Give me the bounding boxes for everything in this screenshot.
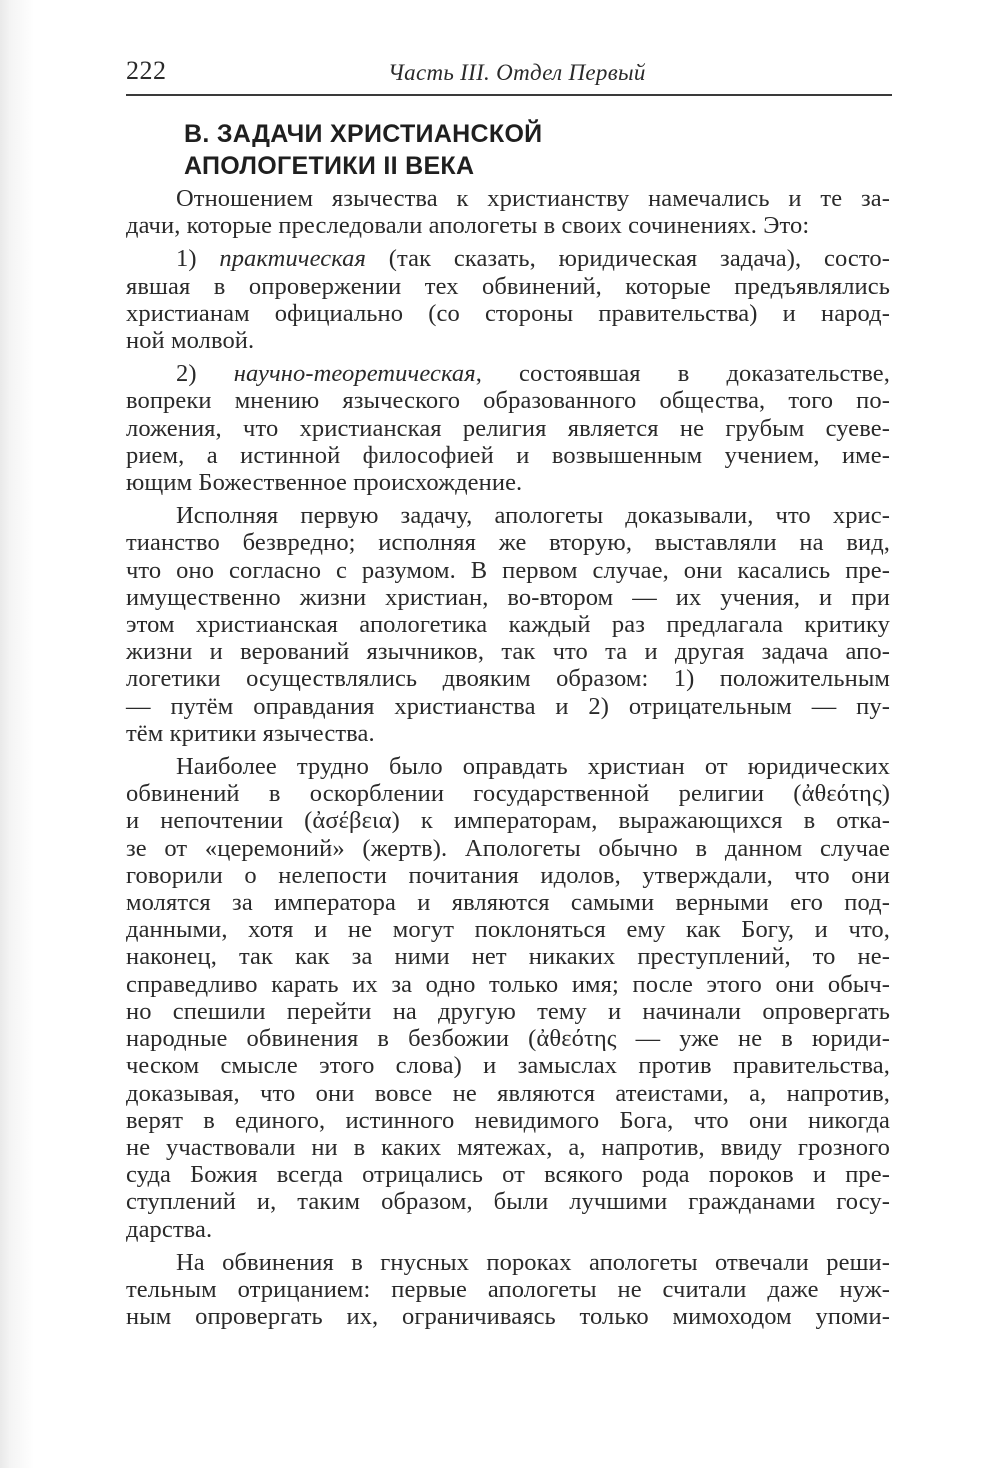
text-line: верят в единого, истинного невидимого Бога, что они никогда: [126, 1106, 890, 1134]
text-line: что оно согласно с разумом. В первом случае, они касались пре-: [126, 556, 890, 584]
paragraph-theoretical-task: [126, 360, 890, 496]
text-line: и непочтении (ἀσέβεια) к императорам, выражающихся в отка-: [126, 807, 890, 835]
text-line: зе от «церемоний» (жертв). Апологеты обычно в данном случае: [126, 834, 890, 862]
page-number: 222: [126, 56, 167, 85]
text-line: этом христианская апологетика каждый раз предлагала критику: [126, 611, 890, 639]
text-line: но спешили перейти на другую тему и начинали опровергать: [126, 997, 890, 1025]
text-line: говорили о нелепости почитания идолов, утверждали, что они: [126, 861, 890, 889]
paragraph-juridical-charges: [126, 753, 890, 1243]
text-line: — путём оправдания христианства и 2) отрицательным — пу-: [126, 692, 890, 720]
text-line: ющим Божественное происхождение.: [126, 469, 523, 497]
text-line: Наиболее трудно было оправдать христиан от юридических: [176, 753, 890, 781]
text-line: логетики осуществлялись двояким образом: 1) положительным: [126, 665, 890, 693]
text-line: [126, 360, 890, 387]
section-heading-line-2: АПОЛОГЕТИКИ II ВЕКА: [184, 152, 475, 180]
text-line: наконец, так как за ними нет никаких преступлений, то не-: [126, 943, 890, 971]
body-text: [126, 185, 890, 1336]
text-line: тианство безвредно; исполняя же вторую, выставляли на вид,: [126, 529, 890, 557]
list-marker: 1): [176, 245, 220, 273]
text-line: не участвовали ни в каких мятежах, а, напротив, ввиду грозного: [126, 1133, 890, 1161]
text-line: дарства.: [126, 1215, 213, 1243]
running-head: [126, 50, 892, 96]
text-line: ложения, что христианская религия является не грубым суеве-: [126, 414, 890, 442]
text-line: явшая в опровержении тех обвинений, которые предъявлялись: [126, 272, 890, 300]
text-line: [126, 245, 890, 272]
text-line: данными, хотя и не могут поклоняться ему как Богу, и что,: [126, 916, 890, 944]
text-line: тельным отрицанием: первые апологеты не считали даже нуж-: [126, 1275, 890, 1303]
text-segment: (так сказать, юридическая задача), состо-: [366, 245, 890, 273]
paragraph-intro: [126, 185, 890, 239]
paragraph-vice-charges: [126, 1249, 890, 1331]
emphasis-term: практическая: [219, 245, 366, 273]
text-line: народные обвинения в безбожии (ἀθεότης — уже не в юриди-: [126, 1025, 890, 1053]
text-segment: , состоявшая в доказательстве,: [475, 360, 890, 388]
text-line: христианам официально (со стороны правительства) и народ-: [126, 299, 890, 327]
text-line: ной молвой.: [126, 327, 255, 355]
text-line: Исполняя первую задачу, апологеты доказывали, что хрис-: [176, 502, 890, 530]
text-line: молятся за императора и являются самыми верными его под-: [126, 889, 890, 917]
text-line: имущественно жизни христиан, во-втором — их учения, и при: [126, 583, 890, 611]
text-line: справедливо карать их за одно только имя; после этого они обыч-: [126, 970, 890, 998]
text-line: суда Божия всегда отрицались от всякого рода пороков и пре-: [126, 1161, 890, 1189]
text-line: ступлений и, таким образом, были лучшими гражданами госу-: [126, 1188, 890, 1216]
text-line: доказывая, что они вовсе не являются атеистами, а, напротив,: [126, 1079, 890, 1107]
text-line: обвинений в оскорблении государственной религии (ἀθεότης): [126, 780, 890, 808]
running-title: Часть III. Отдел Первый: [388, 60, 646, 85]
text-line: жизни и верований язычников, так что та и другая задача апо-: [126, 638, 890, 666]
text-line: тём критики язычества.: [126, 719, 375, 747]
text-line: ческом смысле этого слова) и замыслах против правительства,: [126, 1052, 890, 1080]
section-heading: [184, 118, 542, 182]
section-heading-line-1: В. ЗАДАЧИ ХРИСТИАНСКОЙ: [184, 120, 543, 148]
list-marker: 2): [176, 360, 234, 388]
text-line: вопреки мнению языческого образованного общества, того по-: [126, 387, 890, 415]
emphasis-term: научно-теоретическая: [233, 360, 476, 388]
paragraph-practical-task: [126, 245, 890, 354]
text-line: рием, а истинной философией и возвышенным учением, име-: [126, 441, 890, 469]
paragraph-fulfilling-tasks: [126, 502, 890, 747]
text-line: Отношением язычества к христианству намечались и те за-: [176, 185, 890, 212]
text-line: На обвинения в гнусных пороках апологеты отвечали реши-: [176, 1248, 890, 1276]
text-line: дачи, которые преследовали апологеты в своих сочинениях. Это:: [126, 212, 810, 240]
text-line: ным опровергать их, ограничиваясь только мимоходом упоми-: [126, 1303, 890, 1331]
